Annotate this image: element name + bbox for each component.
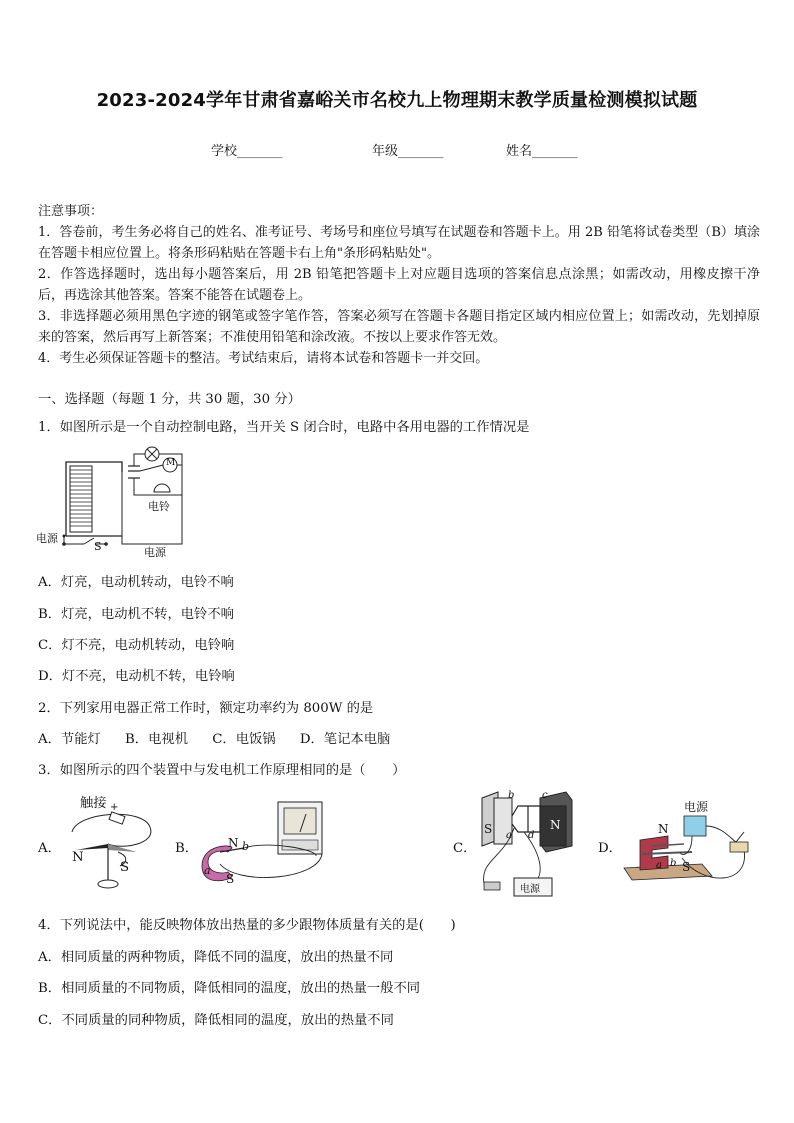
q1-label-bell: 电铃	[148, 500, 170, 513]
notice-section	[38, 201, 760, 369]
q3c-s-label: S	[484, 822, 493, 836]
notice-heading: 注意事项：	[38, 204, 104, 219]
q3d-n-label: N	[658, 822, 669, 836]
q1-circuit-figure	[36, 444, 196, 560]
q3c-battery-label: 电源	[520, 884, 540, 895]
q3c-b-label: b	[508, 790, 515, 801]
q3-figure-b	[198, 800, 338, 890]
q3-figure-a	[62, 792, 162, 892]
grade-field[interactable]: 年级_______	[372, 144, 444, 159]
notice-item-4: 4．考生必须保证答题卡的整洁。考试结束后，请将本试卷和答题卡一并交回。	[38, 351, 489, 366]
q3a-plus-label: +	[110, 802, 119, 813]
page-title: 2023-2024学年甘肃省嘉峪关市名校九上物理期末教学质量检测模拟试题	[96, 90, 698, 111]
question-2-stem: 2．下列家用电器正常工作时，额定功率约为 800W 的是	[38, 701, 374, 716]
q3d-s-label: S	[682, 860, 691, 874]
q3c-c-label: c	[542, 790, 548, 801]
q2-option-d[interactable]: D．笔记本电脑	[299, 732, 391, 747]
q3d-a-label: a	[656, 860, 662, 871]
q3c-a-label: a	[506, 830, 512, 841]
q1-label-switch: S	[94, 540, 102, 553]
notice-item-1: 1．答卷前，考生务必将自己的姓名、准考证号、考场号和座位号填写在试题卷和答题卡上。用 2B 铅笔将试卷类型（B）填涂在答题卡相应位置上。将条形码粘贴在答题卡右上角"条形码粘贴处"。	[38, 225, 760, 261]
q3-label-a[interactable]: A．	[38, 841, 61, 856]
question-1-stem: 1．如图所示是一个自动控制电路，当开关 S 闭合时，电路中各用电器的工作情况是	[38, 420, 530, 435]
q4-option-b[interactable]: B．相同质量的不同物质，降低相同的温度，放出的热量一般不同	[38, 981, 421, 996]
q3c-d-label: d	[528, 830, 535, 841]
q3b-b-label: b	[242, 840, 250, 853]
q3a-n-label: N	[72, 850, 84, 865]
q3-figure-d	[622, 796, 758, 888]
q1-label-motor: M	[166, 458, 176, 468]
school-field[interactable]: 学校_______	[211, 144, 283, 159]
q3d-b-label: b	[670, 858, 677, 869]
q1-option-b[interactable]: B．灯亮，电动机不转，电铃不响	[38, 607, 234, 622]
q1-label-power-left: 电源	[36, 532, 58, 545]
q3-figure-c	[474, 788, 580, 900]
name-field[interactable]: 姓名_______	[506, 144, 578, 159]
q3a-s-label: S	[120, 860, 130, 875]
q3b-n-label: N	[228, 836, 239, 850]
notice-item-2: 2．作答选择题时，选出每小题答案后，用 2B 铅笔把答题卡上对应题目选项的答案信息点涂黑；如需改动，用橡皮擦干净后，再选涂其他答案。答案不能答在试题卷上。	[38, 267, 760, 303]
q2-option-a[interactable]: A．节能灯	[38, 732, 101, 747]
q2-option-c[interactable]: C．电饭锅	[212, 732, 276, 747]
q1-option-c[interactable]: C．灯不亮，电动机转动，电铃响	[38, 638, 235, 653]
q1-option-a[interactable]: A．灯亮，电动机转动，电铃不响	[38, 575, 234, 590]
q3a-contact-label: 触接	[80, 796, 107, 811]
q1-option-d[interactable]: D．灯不亮，电动机不转，电铃响	[38, 669, 235, 684]
question-4-stem: 4．下列说法中，能反映物体放出热量的多少跟物体质量有关的是( )	[38, 918, 456, 933]
q4-option-a[interactable]: A．相同质量的两种物质，降低不同的温度，放出的热量不同	[38, 950, 394, 965]
question-3-stem: 3．如图所示的四个装置中与发电机工作原理相同的是（ ）	[38, 763, 406, 778]
q3-label-c[interactable]: C．	[453, 841, 477, 856]
q3b-a-label: a	[204, 864, 211, 877]
section-heading: 一、选择题（每题 1 分，共 30 题，30 分）	[38, 392, 301, 407]
q3-label-d[interactable]: D．	[598, 841, 622, 856]
q3b-s-label: S	[226, 872, 235, 886]
q2-option-b[interactable]: B．电视机	[125, 732, 188, 747]
notice-item-3: 3．非选择题必须用黑色字迹的钢笔或签字笔作答，答案必须写在答题卡各题目指定区域内相应位置上；如需改动，先划掉原来的答案，然后再写上新答案；不准使用铅笔和涂改液。不按以上要求作答无效。	[38, 309, 760, 345]
q4-option-c[interactable]: C．不同质量的同种物质，降低相同的温度，放出的热量不同	[38, 1013, 394, 1028]
q2-options	[38, 728, 410, 747]
q1-label-power-bottom: 电源	[144, 546, 166, 559]
q3d-power-label: 电源	[684, 800, 709, 814]
q3-label-b[interactable]: B．	[175, 841, 199, 856]
q3c-n-label: N	[550, 818, 561, 832]
